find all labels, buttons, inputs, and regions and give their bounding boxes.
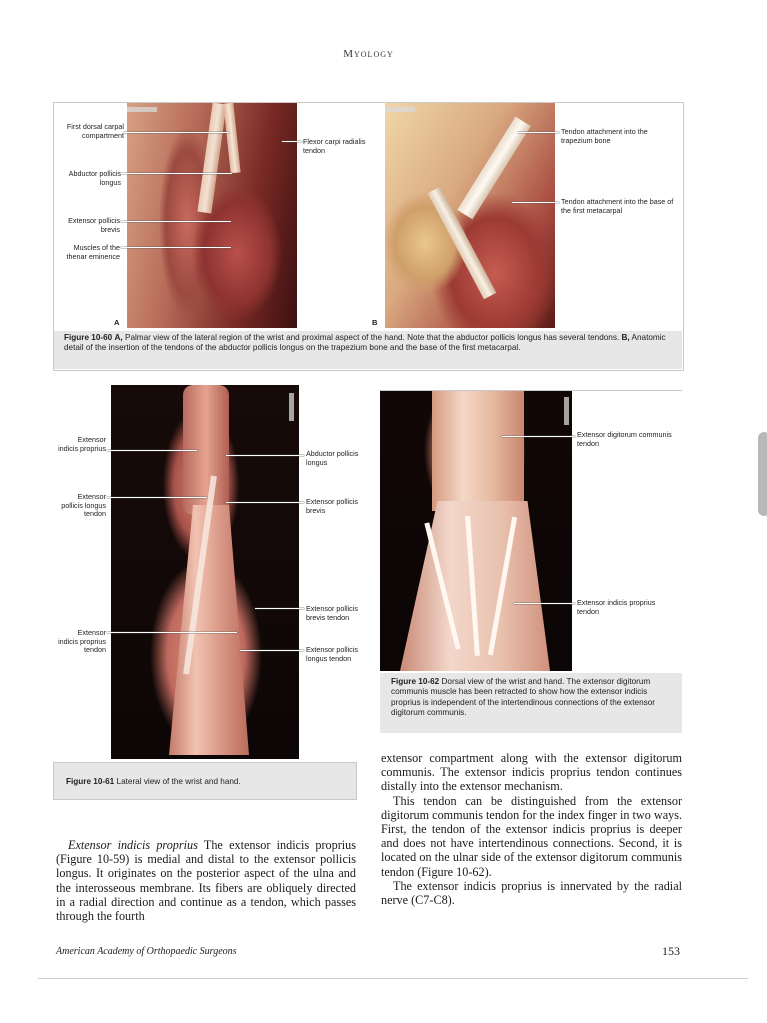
label-extensor-indicis-proprius-tendon-62: Extensor indicis proprius tendon: [577, 598, 656, 616]
paragraph-3: The extensor indicis proprius is innervated by the radial nerve (C7-C8).: [381, 878, 682, 908]
label-extensor-indicis-proprius-tendon: Extensor indicis proprius tendon: [58, 628, 106, 655]
label-tendon-attachment-trapezium: Tendon attachment into the trapezium bone: [561, 127, 648, 145]
paragraph-2: This tendon can be distinguished from the extensor digitorum communis tendon for the index finger in two ways. First, the tendon of the extensor indicis proprius is deeper and does not have intertendinous connections. Second, it is located on the ulnar side of the extensor digitorum communis tendon (Figure 10-62).: [381, 793, 682, 879]
figure-10-62-photo: [380, 391, 572, 671]
figure-10-61-photo: [111, 385, 299, 759]
footer-publisher: American Academy of Orthopaedic Surgeons: [56, 946, 237, 957]
label-extensor-indicis-proprius: Extensor indicis proprius: [58, 435, 106, 453]
figure-10-60b-photo: [385, 103, 555, 328]
figure-10-62-caption: Figure 10-62 Dorsal view of the wrist and hand. The extensor digitorum communis muscle has been retracted to show how the extensor indicis proprius is independent of the intertendinous connections of the extensor digitorum communis.: [380, 673, 682, 733]
running-head: Myology: [343, 48, 394, 60]
figure-letter-a: A: [114, 318, 120, 327]
side-panel-handle[interactable]: [758, 432, 767, 516]
footer-rule: [38, 978, 748, 979]
section-heading-extensor-indicis-proprius: Extensor indicis proprius: [68, 838, 198, 852]
figure-10-60-caption: Figure 10-60 A, Palmar view of the lateral region of the wrist and proximal aspect of the hand. Note that the abductor pollicis longus has several tendons. B, Anatomic detail of the insertion of the tendons of the abductor pollicis longus on the trapezium bone and the base of the first metacarpal.: [54, 331, 682, 369]
left-column-text: Extensor indicis proprius The extensor indicis proprius (Figure 10-59) is medial and distal to the extensor pollicis longus. It originates on the posterior aspect of the ulna and the interosseous membrane. Its fibers are obliquely directed in a radial direction and continue as a tendon, which passes through the fourth: [56, 838, 356, 924]
paragraph-1: extensor compartment along with the extensor digitorum communis. The extensor indicis proprius tendon continues distally into the extensor mechanism.: [381, 751, 682, 794]
label-flexor-carpi-radialis-tendon: Flexor carpi radialis tendon: [303, 137, 366, 155]
label-extensor-pollicis-longus-tendon-right: Extensor pollicis longus tendon: [306, 645, 358, 663]
label-tendon-attachment-first-metacarpal: Tendon attachment into the base of the first metacarpal: [561, 197, 674, 215]
label-abductor-pollicis-longus-61: Abductor pollicis longus: [306, 449, 359, 467]
label-first-dorsal-carpal-compartment: First dorsal carpal compartment: [66, 122, 124, 140]
right-column-text: [381, 751, 682, 907]
figure-10-61-caption: Figure 10-61 Lateral view of the wrist and hand.: [53, 762, 357, 800]
label-extensor-pollicis-longus-tendon-left: Extensor pollicis longus tendon: [61, 492, 106, 519]
label-extensor-pollicis-brevis-61: Extensor pollicis brevis: [306, 497, 358, 515]
figure-letter-b: B: [372, 318, 378, 327]
figure-10-60a-photo: [127, 103, 297, 328]
page-number: 153: [662, 944, 680, 958]
caption-label: Figure 10-60: [64, 333, 113, 342]
label-extensor-digitorum-communis-tendon: Extensor digitorum communis tendon: [577, 430, 672, 448]
label-muscles-thenar-eminence: Muscles of the thenar eminence: [66, 243, 120, 261]
label-extensor-pollicis-brevis-tendon: Extensor pollicis brevis tendon: [306, 604, 358, 622]
label-abductor-pollicis-longus: Abductor pollicis longus: [68, 169, 121, 187]
label-extensor-pollicis-brevis: Extensor pollicis brevis: [68, 216, 120, 234]
